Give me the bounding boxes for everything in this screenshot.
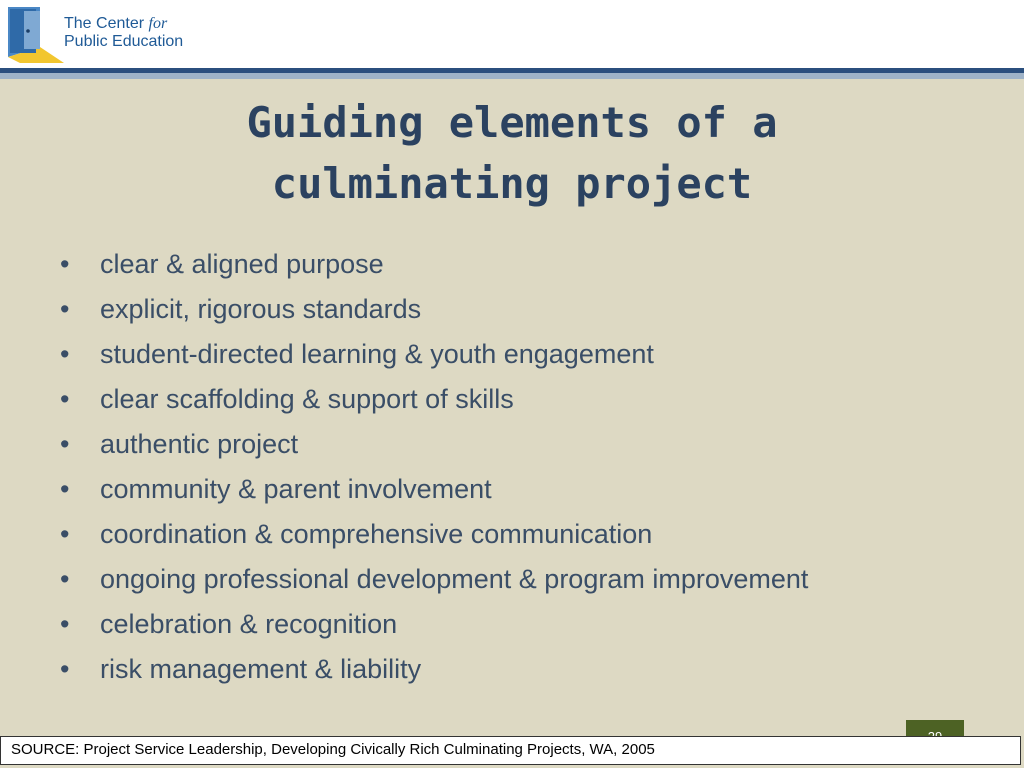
- bullet-icon: •: [60, 384, 70, 414]
- bullet-text: ongoing professional development & program improvement: [100, 564, 809, 594]
- bullet-icon: •: [60, 339, 70, 369]
- bullet-icon: •: [60, 474, 70, 504]
- slide-title: [60, 92, 964, 214]
- bullet-text: student-directed learning & youth engagement: [100, 339, 654, 369]
- bullet-text: coordination & comprehensive communication: [100, 519, 653, 549]
- slide-title-line-1: Guiding elements of a: [246, 98, 778, 147]
- bullet-icon: •: [60, 654, 70, 684]
- bullet-item: [56, 512, 808, 557]
- bullet-text: explicit, rigorous standards: [100, 294, 422, 324]
- slide-title-line-2: culminating project: [271, 159, 753, 208]
- bullet-icon: •: [60, 519, 70, 549]
- bullet-item: [56, 242, 808, 287]
- logo-wordmark: [64, 15, 183, 51]
- logo-for: for: [148, 15, 168, 32]
- bullet-item: [56, 287, 808, 332]
- bullet-text: authentic project: [100, 429, 299, 459]
- source-citation: SOURCE: Project Service Leadership, Developing Civically Rich Culminating Projects, WA, 2005: [0, 736, 1021, 765]
- bullet-text: clear scaffolding & support of skills: [100, 384, 514, 414]
- logo-line-1: The Center: [64, 15, 145, 32]
- bullet-item: [56, 332, 808, 377]
- bullet-item: [56, 557, 808, 602]
- bullet-item: [56, 602, 808, 647]
- bullet-item: [56, 377, 808, 422]
- header-rule-light: [0, 73, 1024, 79]
- bullet-icon: •: [60, 249, 70, 279]
- door-logo-icon: [6, 5, 66, 65]
- bullet-list: [56, 242, 808, 692]
- bullet-item: [56, 422, 808, 467]
- bullet-text: clear & aligned purpose: [100, 249, 384, 279]
- bullet-item: [56, 647, 808, 692]
- bullet-icon: •: [60, 294, 70, 324]
- bullet-text: risk management & liability: [100, 654, 422, 684]
- bullet-text: celebration & recognition: [100, 609, 398, 639]
- header-bar: [0, 0, 1024, 68]
- bullet-text: community & parent involvement: [100, 474, 492, 504]
- logo-line-2: Public Education: [64, 33, 184, 50]
- bullet-icon: •: [60, 564, 70, 594]
- bullet-icon: •: [60, 429, 70, 459]
- bullet-item: [56, 467, 808, 512]
- bullet-icon: •: [60, 609, 70, 639]
